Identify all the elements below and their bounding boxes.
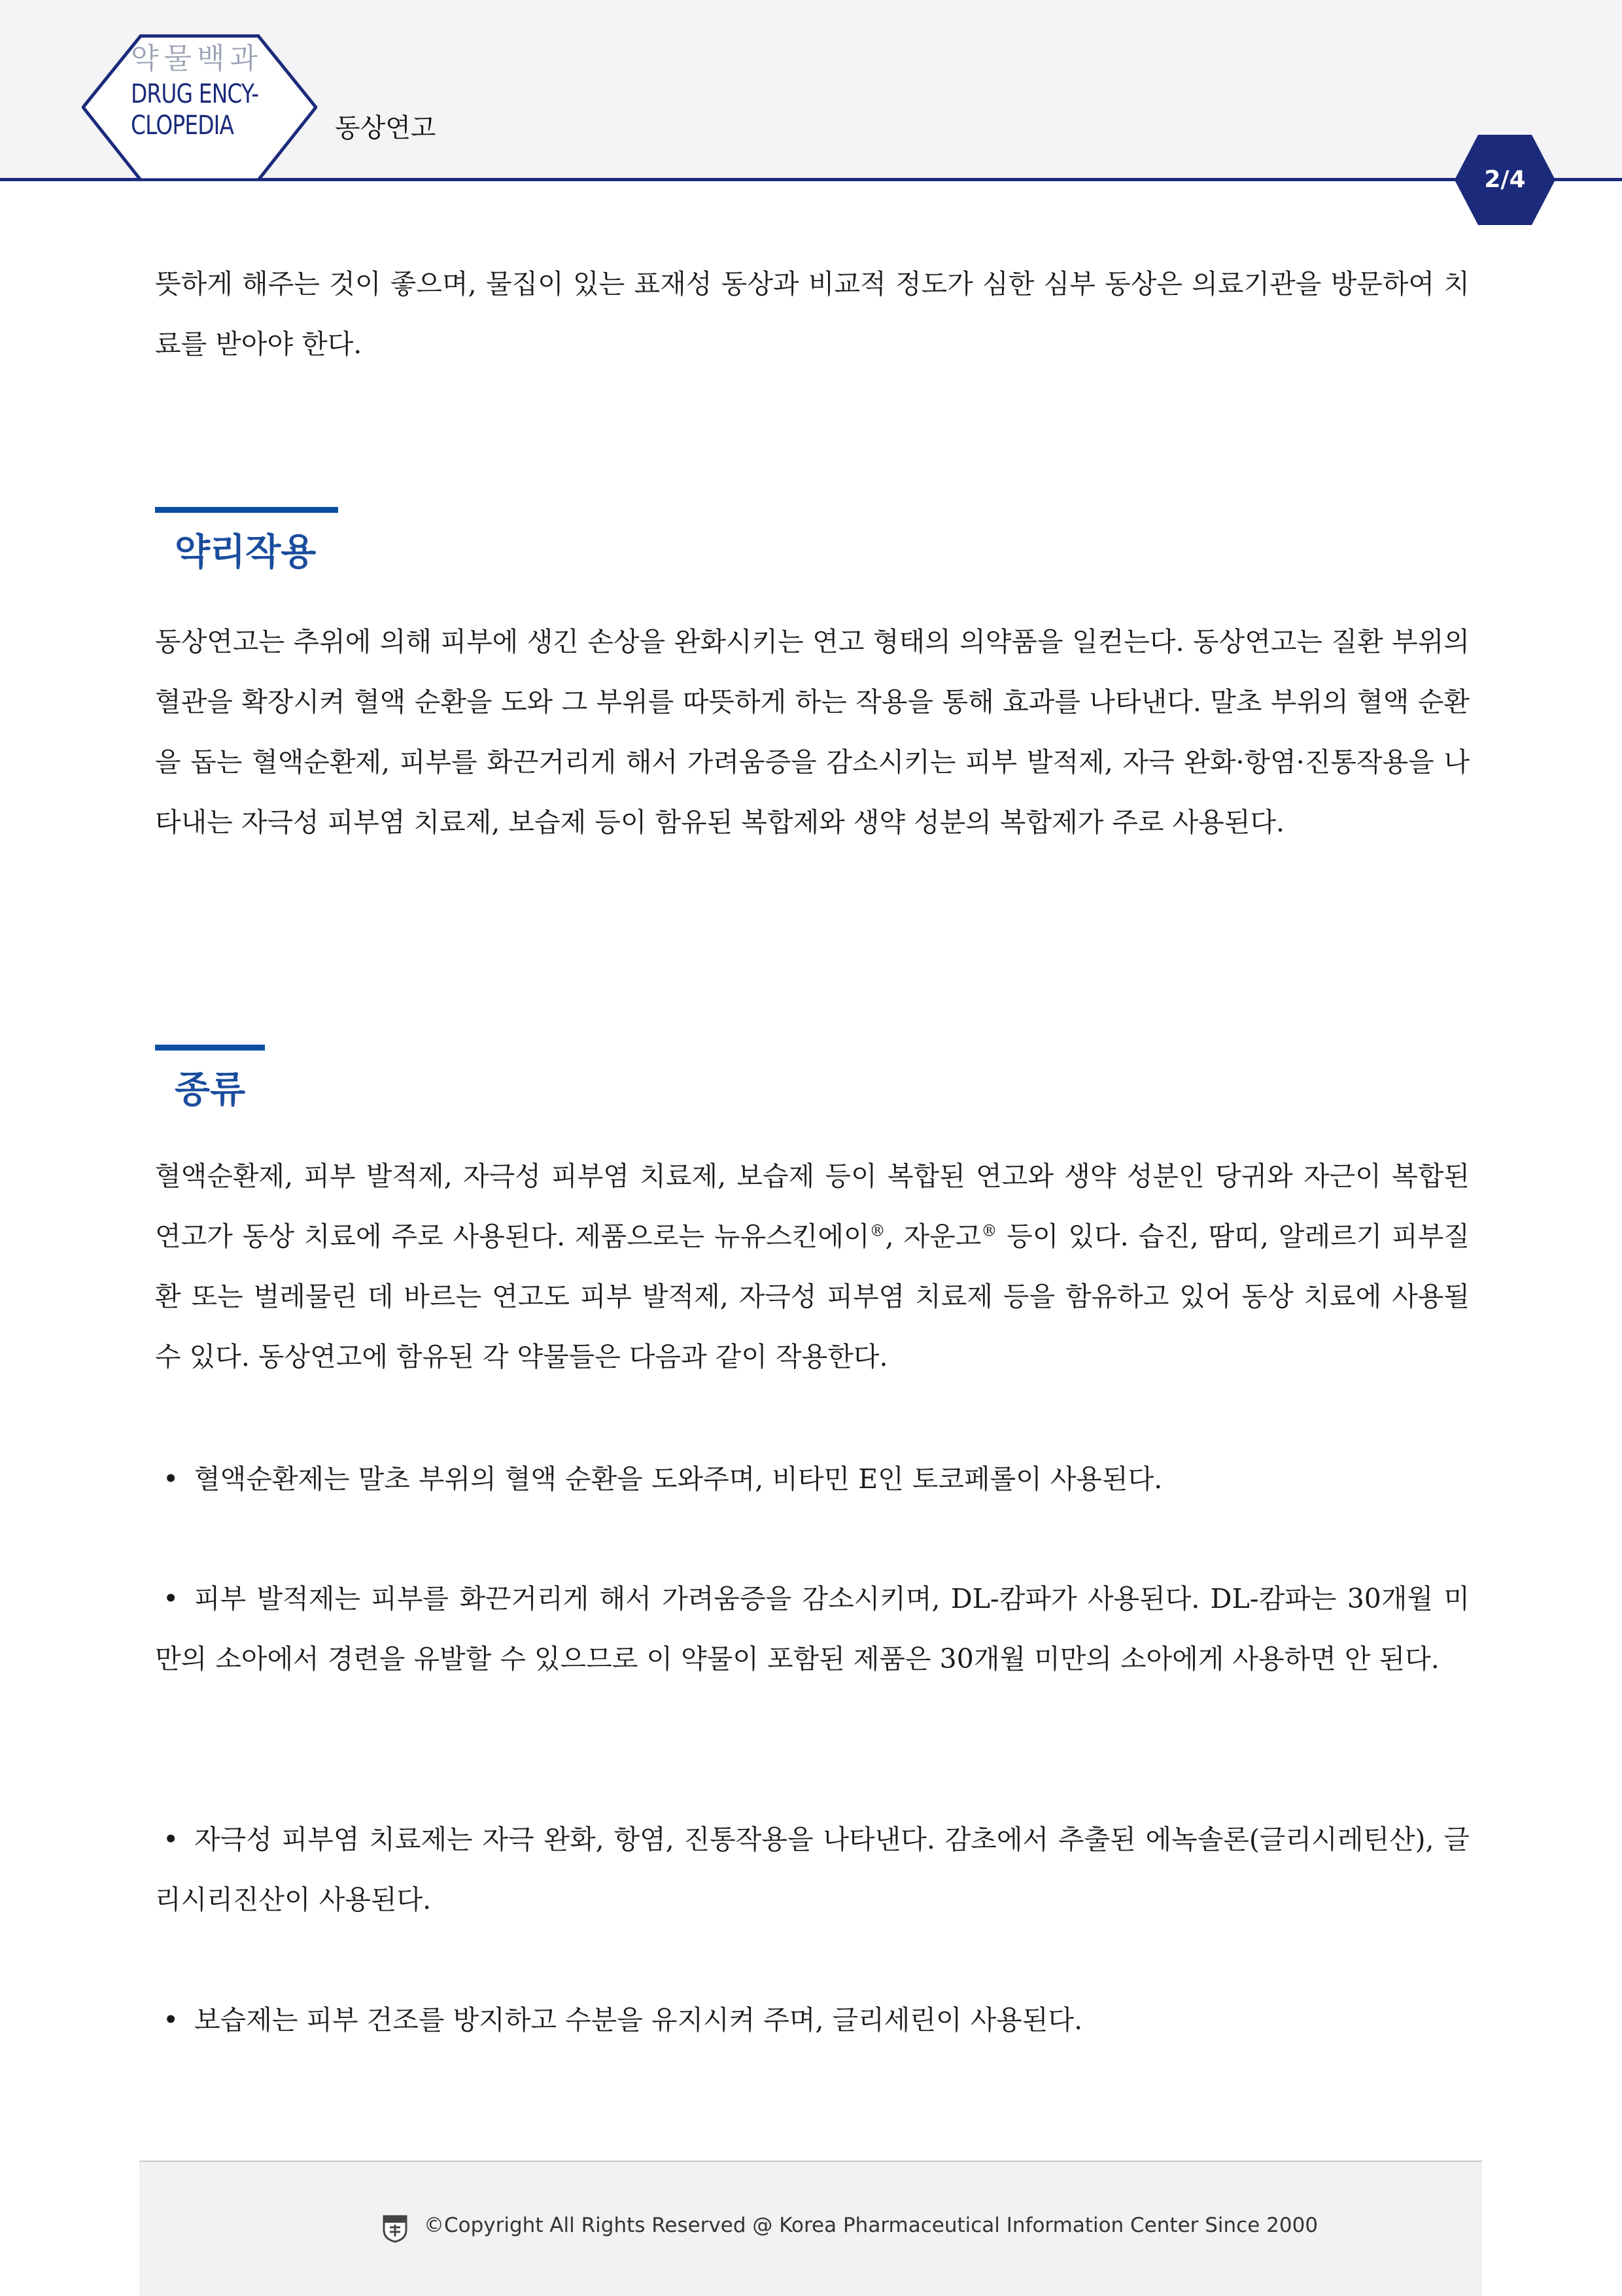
kpic-shield-icon bbox=[382, 2214, 408, 2243]
registered-mark: ® bbox=[869, 1221, 886, 1240]
registered-mark: ® bbox=[981, 1221, 997, 1240]
list-item bbox=[155, 1569, 1470, 1689]
bullet-icon: • bbox=[163, 1463, 179, 1495]
section-bar-types bbox=[155, 1045, 265, 1051]
section-heading-pharmacology: 약리작용 bbox=[175, 531, 317, 574]
logo-korean: 약물백과 bbox=[131, 42, 264, 75]
logo-english-line1: DRUG ENCY- bbox=[131, 79, 259, 109]
bullet-text: 피부 발적제는 피부를 화끈거리게 해서 가려움증을 감소시키며, DL-캄파가 사용된다. DL-캄파는 30개월 미만의 소아에서 경련을 유발할 수 있으므로 이 약물이 포함된 제품은 30개월 미만의 소아에게 사용하면 안 된다. bbox=[155, 1583, 1470, 1675]
section-bar-pharmacology bbox=[155, 507, 338, 513]
bullet-icon: • bbox=[163, 2004, 179, 2036]
bullet-icon: • bbox=[163, 1824, 179, 1855]
list-item bbox=[155, 1990, 1470, 2050]
copyright-text: ©Copyright All Rights Reserved @ Korea Pharmaceutical Information Center Since 2000 bbox=[424, 2214, 1319, 2237]
page-number: 2/4 bbox=[1484, 166, 1526, 193]
logo-english-line2: CLOPEDIA bbox=[131, 111, 234, 141]
intro-paragraph: 뜻하게 해주는 것이 좋으며, 물집이 있는 표재성 동상과 비교적 정도가 심한 심부 동상은 의료기관을 방문하여 치료를 받아야 한다. bbox=[155, 268, 1470, 360]
bullet-icon: • bbox=[163, 1583, 179, 1614]
bullet-text: 혈액순환제는 말초 부위의 혈액 순환을 도와주며, 비타민 E인 토코페롤이 사용된다. bbox=[194, 1463, 1163, 1495]
types-text-3: 등이 있다. 습진, 땀띠, 알레르기 피부질환 또는 벌레물린 데 바르는 연고도 피부 발적제, 자극성 피부염 치료제 등을 함유하고 있어 동상 치료에 사용될 수 있다. 동상연고에 함유된 각 약물들은 다음과 같이 작용한다. bbox=[155, 1221, 1470, 1372]
types-text-1: 혈액순환제, 피부 발적제, 자극성 피부염 치료제, 보습제 등이 복합된 연고와 생약 성분인 당귀와 자근이 복합된 연고가 동상 치료에 주로 사용된다. 제품으로는 뉴유스킨에이 bbox=[155, 1160, 1470, 1252]
bullet-text: 보습제는 피부 건조를 방지하고 수분을 유지시켜 주며, 글리세린이 사용된다. bbox=[194, 2004, 1083, 2036]
types-text-2: , 자운고 bbox=[885, 1221, 982, 1252]
list-item bbox=[155, 1449, 1470, 1509]
section-heading-types: 종류 bbox=[175, 1069, 246, 1111]
types-paragraph bbox=[155, 1146, 1470, 1387]
list-item bbox=[155, 1809, 1470, 1930]
document-title: 동상연고 bbox=[335, 113, 436, 143]
bullet-text: 자극성 피부염 치료제는 자극 완화, 항염, 진통작용을 나타낸다. 감초에서 추출된 에녹솔론(글리시레틴산), 글리시리진산이 사용된다. bbox=[155, 1824, 1470, 1915]
pharmacology-paragraph: 동상연고는 추위에 의해 피부에 생긴 손상을 완화시키는 연고 형태의 의약품을 일컫는다. 동상연고는 질환 부위의 혈관을 확장시켜 혈액 순환을 도와 그 부위를 따뜻하게 하는 작용을 통해 효과를 나타낸다. 말초 부위의 혈액 순환을 돕는 혈액순환제, 피부를 화끈거리게 해서 가려움증을 감소시키는 피부 발적제, 자극 완화·항염·진통작용을 나타내는 자극성 피부염 치료제, 보습제 등이 함유된 복합제와 생약 성분의 복합제가 주로 사용된다. bbox=[155, 626, 1470, 838]
logo bbox=[131, 39, 286, 141]
